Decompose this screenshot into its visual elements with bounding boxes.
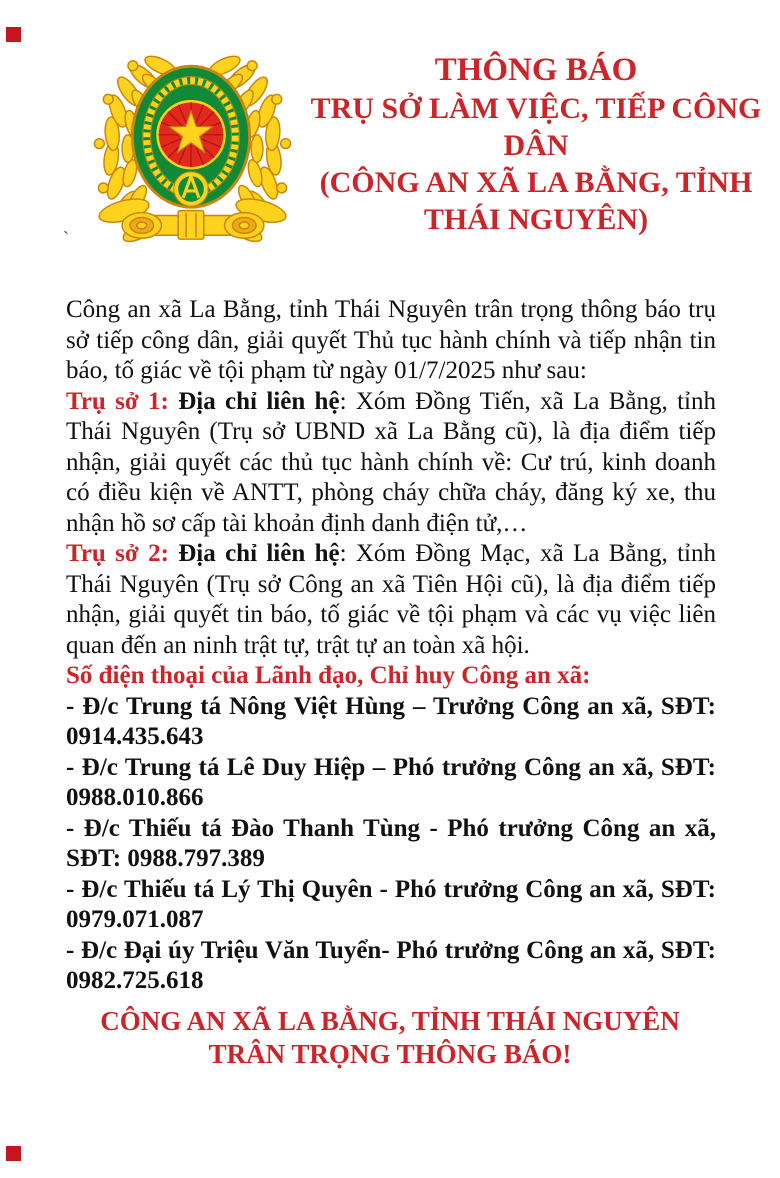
footer-line-1: CÔNG AN XÃ LA BẰNG, TỈNH THÁI NGUYÊN (100, 1006, 680, 1036)
phone-entry-3: - Đ/c Thiếu tá Đào Thanh Tùng - Phó trưởng Công an xã, SĐT: 0988.797.389 (66, 814, 716, 872)
stray-mark: ` (63, 228, 69, 248)
office-1-text: : Xóm Đồng Tiến, xã La Bằng, tỉnh Thái Nguyên (Trụ sở UBND xã La Bằng cũ), là địa điểm tiếp nhận, giải quyết các thủ tục hành chính về: Cư trú, kinh doanh có điều kiện về ANTT, phòng cháy chữa cháy, đăng ký xe, thu nhận hồ sơ cấp tài khoản định danh điện tử,… (66, 387, 717, 537)
corner-mark-top-left (6, 27, 21, 42)
corner-mark-bottom-left (6, 1146, 21, 1161)
phone-entry-1: - Đ/c Trung tá Nông Việt Hùng – Trưởng Công an xã, SĐT: 0914.435.643 (66, 692, 716, 750)
office-2-text: : Xóm Đồng Mạc, xã La Bằng, tỉnh Thái Nguyên (Trụ sở Công an xã Tiên Hội cũ), là địa điểm tiếp nhận, giải quyết tin báo, tố giác về tội phạm và các vụ việc liên quan đến an ninh trật tự, trật tự an toàn xã hội. (66, 540, 716, 659)
page-subtitle-org: (CÔNG AN XÃ LA BẰNG, TỈNH THÁI NGUYÊN) (319, 166, 753, 236)
office-1-paragraph (66, 387, 716, 540)
intro-paragraph: Công an xã La Bằng, tỉnh Thái Nguyên trân trọng thông báo trụ sở tiếp công dân, giải quyết Thủ tục hành chính và tiếp nhận tin báo, tố giác về tội phạm từ ngày 01/7/2025 như sau: (66, 296, 716, 384)
office-2-contact-label: Địa chỉ liên hệ (178, 540, 340, 567)
phone-entry-2: - Đ/c Trung tá Lê Duy Hiệp – Phó trưởng Công an xã, SĐT: 0988.010.866 (66, 753, 716, 811)
header (300, 50, 772, 238)
page-subtitle: TRỤ SỞ LÀM VIỆC, TIẾP CÔNG DÂN (310, 92, 762, 162)
phone-section-heading: Số điện thoại của Lãnh đạo, Chỉ huy Công an xã: (66, 662, 591, 689)
office-1-contact-label: Địa chỉ liên hệ (178, 387, 340, 415)
vietnam-public-security-emblem-icon (86, 50, 299, 252)
office-1-label: Trụ sở 1: (66, 387, 179, 415)
phone-entry-5: - Đ/c Đại úy Triệu Văn Tuyển- Phó trưởng Công an xã, SĐT: 0982.725.618 (66, 936, 716, 994)
office-2-label: Trụ sở 2: (66, 540, 179, 567)
announcement-body (66, 295, 716, 997)
footer-line-2: TRÂN TRỌNG THÔNG BÁO! (208, 1039, 572, 1069)
page-title: THÔNG BÁO (434, 52, 638, 88)
office-2-paragraph (66, 539, 716, 661)
phone-entry-4: - Đ/c Thiếu tá Lý Thị Quyên - Phó trưởng Công an xã, SĐT: 0979.071.087 (66, 875, 716, 933)
footer-announcement (0, 1005, 780, 1071)
